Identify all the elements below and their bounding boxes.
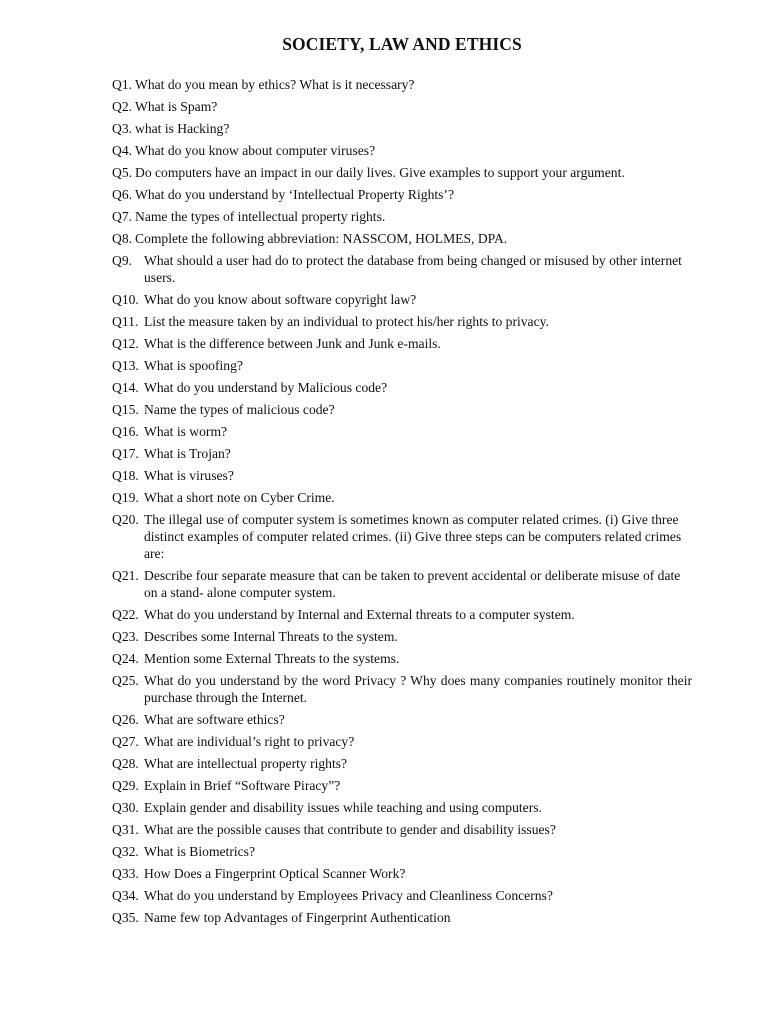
question-text: What are the possible causes that contribute to gender and disability issues? (144, 822, 556, 837)
question-item (112, 230, 692, 247)
question-text: Explain gender and disability issues while teaching and using computers. (144, 800, 542, 815)
question-item (112, 711, 692, 728)
question-item (112, 865, 692, 882)
question-number: Q14. (112, 380, 139, 395)
question-item (112, 672, 692, 706)
question-item (112, 252, 692, 286)
question-number: Q29. (112, 778, 139, 793)
question-number: Q33. (112, 866, 139, 881)
question-item (112, 423, 692, 440)
question-text: What is Trojan? (144, 446, 231, 461)
question-number: Q1. (112, 77, 133, 92)
question-number: Q31. (112, 822, 139, 837)
question-text: The illegal use of computer system is sometimes known as computer related crimes. (i) Give three distinct examples of computer related crimes. (ii) Give three steps can be computers related crimes are: (144, 512, 682, 561)
question-text: What are software ethics? (144, 712, 285, 727)
question-item (112, 511, 692, 562)
question-item (112, 379, 692, 396)
question-number: Q32. (112, 844, 139, 859)
question-number: Q13. (112, 358, 139, 373)
question-number: Q25. (112, 673, 139, 688)
question-text: Name the types of malicious code? (144, 402, 335, 417)
question-item (112, 98, 692, 115)
question-text: What do you understand by Employees Privacy and Cleanliness Concerns? (144, 888, 553, 903)
question-number: Q17. (112, 446, 139, 461)
question-number: Q2. (112, 99, 133, 114)
question-number: Q22. (112, 607, 139, 622)
question-number: Q26. (112, 712, 139, 727)
question-item (112, 799, 692, 816)
question-number: Q12. (112, 336, 139, 351)
question-item (112, 357, 692, 374)
question-text: What do you understand by Internal and External threats to a computer system. (144, 607, 575, 622)
question-text: What is spoofing? (144, 358, 243, 373)
question-item (112, 650, 692, 667)
question-text: What is viruses? (144, 468, 234, 483)
question-item (112, 777, 692, 794)
question-number: Q28. (112, 756, 139, 771)
question-item (112, 467, 692, 484)
question-item (112, 335, 692, 352)
question-number: Q7. (112, 209, 133, 224)
question-number: Q5. (112, 165, 133, 180)
question-item (112, 733, 692, 750)
question-item (112, 628, 692, 645)
question-text: What do you understand by ‘Intellectual Property Rights’? (135, 187, 454, 202)
question-item (112, 606, 692, 623)
question-number: Q16. (112, 424, 139, 439)
question-number: Q8. (112, 231, 133, 246)
question-item (112, 909, 692, 926)
question-text: What is Spam? (135, 99, 218, 114)
question-number: Q34. (112, 888, 139, 903)
question-number: Q19. (112, 490, 139, 505)
question-item (112, 821, 692, 838)
question-text: What is the difference between Junk and Junk e-mails. (144, 336, 441, 351)
question-text: List the measure taken by an individual to protect his/her rights to privacy. (144, 314, 549, 329)
question-item (112, 313, 692, 330)
question-number: Q23. (112, 629, 139, 644)
question-item (112, 489, 692, 506)
question-number: Q35. (112, 910, 139, 925)
question-text: What a short note on Cyber Crime. (144, 490, 335, 505)
question-text: Do computers have an impact in our daily lives. Give examples to support your argument. (135, 165, 625, 180)
question-item (112, 186, 692, 203)
question-text: What is worm? (144, 424, 228, 439)
question-list (112, 76, 692, 931)
question-item (112, 401, 692, 418)
question-text: Describes some Internal Threats to the system. (144, 629, 398, 644)
question-number: Q10. (112, 292, 139, 307)
question-number: Q24. (112, 651, 139, 666)
question-text: What are individual’s right to privacy? (144, 734, 355, 749)
question-text: What do you know about software copyright law? (144, 292, 417, 307)
question-text: What is Biometrics? (144, 844, 255, 859)
question-number: Q18. (112, 468, 139, 483)
question-number: Q4. (112, 143, 133, 158)
page-title: SOCIETY, LAW AND ETHICS (282, 34, 522, 54)
question-text: Name the types of intellectual property rights. (135, 209, 386, 224)
question-text: Describe four separate measure that can be taken to prevent accidental or deliberate misuse of date on a stand- alone computer system. (144, 568, 681, 600)
question-text: What are intellectual property rights? (144, 756, 348, 771)
question-item (112, 120, 692, 137)
question-number: Q11. (112, 314, 139, 329)
question-number: Q20. (112, 512, 139, 527)
question-text: Name few top Advantages of Fingerprint Authentication (144, 910, 451, 925)
question-text: Explain in Brief “Software Piracy”? (144, 778, 341, 793)
question-number: Q30. (112, 800, 139, 815)
question-text: What do you understand by the word Privacy ? Why does many companies routinely monitor their purchase through the Internet. (144, 673, 692, 705)
question-item (112, 164, 692, 181)
question-number: Q9. (112, 253, 133, 268)
question-item (112, 208, 692, 225)
question-text: What do you know about computer viruses? (135, 143, 376, 158)
question-item (112, 76, 692, 93)
question-number: Q3. (112, 121, 133, 136)
question-number: Q6. (112, 187, 133, 202)
question-number: Q21. (112, 568, 139, 583)
question-text: Complete the following abbreviation: NASSCOM, HOLMES, DPA. (135, 231, 508, 246)
question-item (112, 843, 692, 860)
question-text: What do you mean by ethics? What is it necessary? (135, 77, 415, 92)
question-text: How Does a Fingerprint Optical Scanner Work? (144, 866, 406, 881)
question-text: what is Hacking? (135, 121, 230, 136)
question-number: Q15. (112, 402, 139, 417)
question-item (112, 567, 692, 601)
question-text: What should a user had do to protect the database from being changed or misused by other internet users. (144, 253, 682, 285)
question-item (112, 291, 692, 308)
question-item (112, 445, 692, 462)
question-text: Mention some External Threats to the systems. (144, 651, 400, 666)
question-item (112, 887, 692, 904)
question-number: Q27. (112, 734, 139, 749)
question-text: What do you understand by Malicious code? (144, 380, 388, 395)
question-item (112, 755, 692, 772)
question-item (112, 142, 692, 159)
